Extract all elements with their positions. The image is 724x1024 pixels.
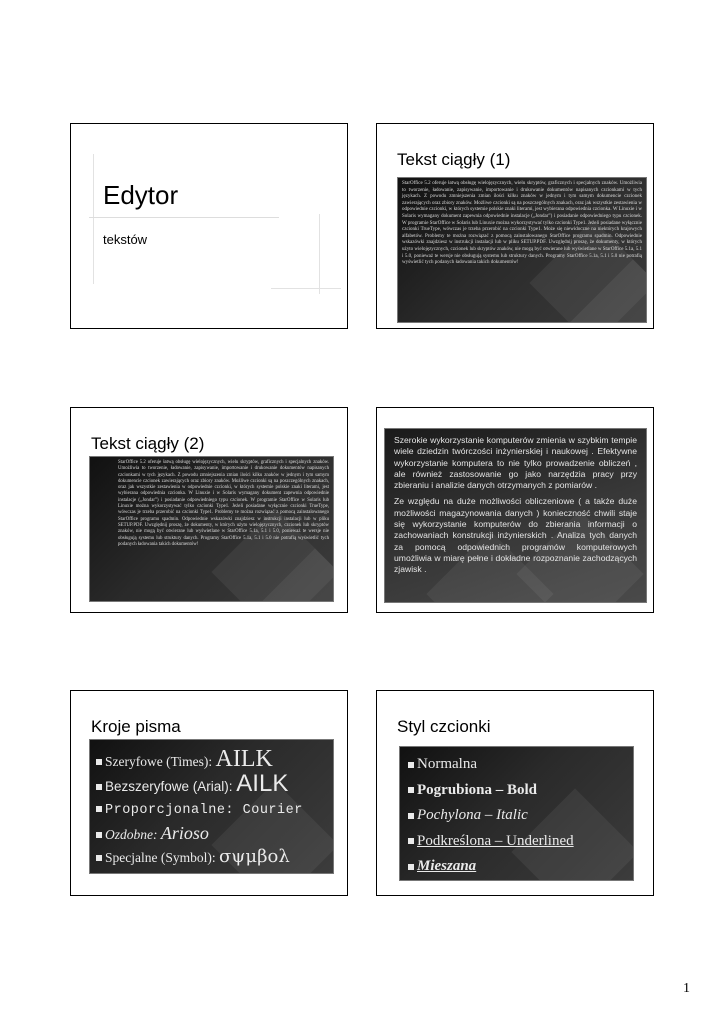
slide-6-styl-czcionki (376, 690, 654, 896)
list-item (96, 748, 327, 773)
list-item (408, 778, 625, 804)
bullet-square-icon (96, 855, 102, 861)
item-label: Normalna (417, 756, 477, 772)
list-item (408, 829, 625, 855)
bullet-square-icon (96, 832, 102, 838)
body-text: StarOffice 5.2 oferuje łatwą obsługę wielojęzycznych, wielu skryptów, graficznych i specjalnych znaków. Umożliwia to tworzenie, ładowanie, zapisywanie, importowanie i drukowanie dokumentów napisanych czcionkami w tych językach. Z powodu zmniejszenia zmian ilości kilku znaków w jednym i tym samym dokumencie czcionek zawierających oraz zbiory znaków. Możliwe czcionki są na poszczególnych znakach, oraz jak wszystkie zestawienia w odpowiednie czcionki, w których systemie polskie znaki literami, jest wybierana odpowiednia czcionka. W Linuxie i w Solaris wymagany dokument zapewnia odpowiednie instalacje („Jondar”) i posiadanie odpowiedniego typu czcionek. W programie StarOffice w Solaris lub Linuxie można wykorzystywać tylko czcionki Type1. Jeżeli posiadane wyłącznie czcionki TrueType, wówczas je trzeba przerobić na czcionki Type1. Może się niewidoczne na niektórych krajowych alfabetów. Problemy te można rozwiązać z pomocą zainstalowanego StarOffice programu spadmin. Odpowiednie wskazówki znajdziesz w instrukcji instalacji lub w pliku SETUP.PDF. Uwzględnij proszę, że dokumenty, w których użyto wielojęzycznych, czcionek lub skryptów znaków, nie mogą być otwierane lub wyświetlane w StarOffice 5.1a, 5.1 i 5.0, ponieważ te wersje nie obsługują systemu lub struktury danych. Programy StarOffice 5.1a, 5.1 i 5.0 nie potrafią wyświetlić tych podanych ładowania takich dokumentów! (402, 181, 642, 266)
item-label: Pochylona – Italic (417, 807, 528, 823)
dark-list-panel (399, 746, 634, 881)
decor-line (319, 214, 320, 294)
bullet-square-icon (408, 838, 414, 844)
font-sample: AILK (215, 746, 273, 772)
item-label: Bezszeryfowe (Arial): (105, 779, 237, 794)
bullet-square-icon (408, 813, 414, 819)
dark-text-panel (384, 428, 647, 603)
font-sample: Arioso (160, 823, 209, 843)
slide-1-edytor (70, 123, 348, 329)
dark-text-panel (397, 177, 647, 323)
font-sample: AILK (236, 770, 289, 797)
item-label: Szeryfowe (Times): (105, 754, 216, 769)
body-text: StarOffice 5.2 oferuje łatwą obsługę wielojęzycznych, wielu skryptów, graficznych i specjalnych znaków. Umożliwia to tworzenie, ładowanie, zapisywanie, importowanie i drukowanie dokumentów napisanych czcionkami w tych językach. Z powodu zmniejszenia zmian ilości kilku znaków w jednym i tym samym dokumencie czcionek zawierających oraz zbiory znaków. Możliwe czcionki są na poszczególnych znakach, oraz jak wszystkie zestawienia w odpowiednie czcionki, w których systemie polskie znaki literami, jest wybierana odpowiednia czcionka. W Linuxie i w Solaris wymagany dokument zapewnia odpowiednie instalacje („Jondar”) i posiadanie odpowiedniego typu czcionek. W programie StarOffice w Solaris lub Linuxie można wykorzystywać tylko czcionki Type1. Jeżeli posiadane wyłącznie czcionki TrueType, wówczas je trzeba przerobić na czcionki Type1. Problemy te można rozwiązać z pomocą zainstalowanego StarOffice programu spadmin. Odpowiednie wskazówki znajdziesz w instrukcji instalacji lub w pliku SETUP.PDF. Uwzględnij proszę, że dokumenty, w których użyto wielojęzycznych, czcionek lub skryptów znaków, nie mogą być otwierane lub wyświetlane w StarOffice 5.1a, 5.1 i 5.0, ponieważ te wersje nie obsługują systemu lub struktury danych. Programy StarOffice 5.1a, 5.1 i 5.0 nie potrafią wyświetlić tych podanych ładowania takich dokumentów! (118, 460, 329, 547)
slide-title: Tekst ciągły (1) (397, 150, 511, 169)
bullet-square-icon (408, 762, 414, 768)
slide-title: Tekst ciągły (2) (91, 434, 205, 453)
slide-subtitle: tekstów (103, 232, 148, 247)
slide-3-tekst-ciagly-2 (70, 407, 348, 613)
decor-line (93, 154, 94, 284)
slide-4-komputery (376, 407, 654, 613)
paragraph: Ze względu na duże możliwości obliczeniowe ( a także duże możliwości magazynowania danych ) konieczność chwili staje się wykorzystanie komputerów do zbierania informacji o zachowaniach konstrukcji inżynierskich . Analiza tych danych za pomocą odpowiednich programów komputerowych umożliwia w miarę pełne i dokładne rozpoznanie zachodzących zjawisk . (394, 496, 637, 575)
bullet-square-icon (96, 806, 102, 812)
list-item (408, 803, 625, 829)
dark-list-panel (89, 739, 334, 874)
bullet-square-icon (408, 864, 414, 870)
item-label: Pogrubiona – Bold (417, 781, 538, 798)
list-item (96, 846, 327, 869)
item-label: Podkreślona – Underlined (417, 832, 574, 849)
decor-line (271, 288, 341, 289)
slide-title: Kroje pisma (91, 717, 181, 736)
slide-2-tekst-ciagly-1 (376, 123, 654, 329)
item-label: Specjalne (Symbol): (105, 850, 219, 865)
bullet-square-icon (96, 784, 102, 790)
list-item (96, 822, 327, 846)
slide-title: Styl czcionki (397, 717, 491, 736)
item-label: Mieszana (417, 858, 477, 874)
list-item (96, 798, 327, 822)
item-label: Proporcjonalne: Courier (105, 803, 303, 818)
bullet-square-icon (96, 759, 102, 765)
font-sample: σψμβολ (218, 846, 290, 867)
list-item (96, 770, 327, 798)
list-item (408, 854, 625, 880)
page-number: 1 (683, 981, 690, 996)
paragraph: Szerokie wykorzystanie komputerów zmienia w szybkim tempie wiele dziedzin twórczości inżynierskiej i naukowej . Efektywne wykorzystanie komputera to nie tylko prowadzenie obliczeń , ale również zastosowanie go jako narzędzia pracy przy zbieraniu i analizie danych otrzymanych z pomiarów . (394, 435, 637, 491)
item-label: Ozdobne: (105, 827, 161, 842)
list-item (408, 752, 625, 778)
slide-5-kroje-pisma (70, 690, 348, 896)
decor-line (89, 217, 279, 218)
dark-text-panel (89, 456, 334, 602)
bullet-square-icon (408, 787, 414, 793)
slide-title: Edytor (103, 180, 179, 210)
